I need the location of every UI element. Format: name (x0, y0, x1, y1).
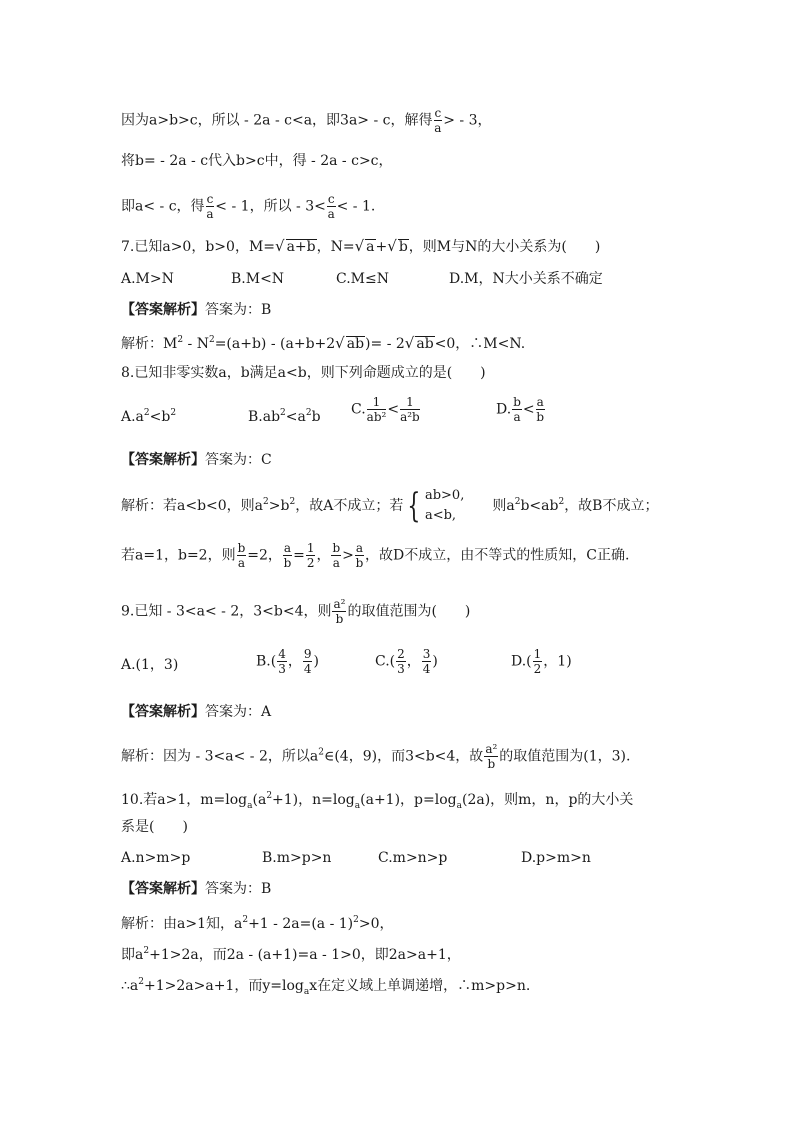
text: < (522, 401, 535, 418)
answer-label: 【答案解析】 (121, 452, 205, 468)
text: <b (149, 409, 171, 425)
question-9-stem (121, 597, 470, 626)
text: 解析：M (121, 336, 178, 352)
q7-solution (121, 331, 525, 353)
solution-line-1 (121, 106, 492, 135)
question-8-stem (121, 364, 486, 382)
fraction (434, 106, 443, 135)
numerator: a² (485, 742, 498, 756)
superscript: 2 (242, 915, 249, 925)
text: 9.已知 - 3<a< - 2，3<b<4，则 (121, 603, 332, 620)
fraction (367, 395, 387, 424)
subscript: a (247, 800, 253, 811)
text: < - 1. (336, 198, 376, 215)
superscript: 2 (263, 497, 269, 507)
denominator: a (434, 121, 442, 135)
numerator: c (434, 106, 442, 120)
numerator: c (327, 192, 335, 206)
denominator: a (513, 410, 521, 424)
question-7-stem (121, 237, 600, 256)
q7-option-d: D.M，N大小关系不确定 (449, 271, 603, 287)
q10-option-b: B.m>p>n (262, 850, 332, 866)
superscript: 2 (208, 335, 215, 345)
q10-answer (121, 880, 271, 898)
text: =(a+b) - (a+b+2 (214, 336, 336, 352)
superscript: 2 (177, 335, 184, 345)
text: ， (316, 547, 331, 564)
solution-line-2 (121, 152, 393, 170)
inequality-system (425, 486, 464, 526)
superscript: 2 (138, 977, 144, 987)
denominator: a (332, 556, 340, 570)
q8-solution-line-1 (121, 486, 658, 526)
text: 解析：若a<b<0，则a (121, 498, 264, 514)
numerator: 1 (306, 541, 315, 555)
fraction (533, 647, 543, 676)
text: b (311, 409, 321, 425)
numerator: 3 (422, 647, 431, 661)
q8-answer (121, 451, 272, 469)
sqrt-sign: √ (354, 237, 365, 255)
q10-option-a: A.n>m>p (121, 850, 191, 866)
answer-text: 答案为：A (205, 704, 272, 720)
q10-solution-line-1 (121, 911, 394, 933)
q10-option-c: C.m>n>p (378, 850, 448, 866)
fraction (206, 192, 215, 221)
text: 的取值范围为(1，3). (499, 748, 631, 765)
q7-option-b: B.M<N (231, 271, 285, 287)
numerator: 1 (533, 647, 542, 661)
q10-solution-line-3 (121, 973, 530, 1001)
fraction (355, 541, 364, 570)
superscript: 2 (170, 408, 177, 418)
text: =2， (247, 547, 282, 564)
text: ，则M与N的大小关系为( ) (408, 239, 601, 255)
sqrt-sign: √ (335, 334, 345, 352)
q7-option-c: C.M≤N (336, 271, 389, 287)
text: ， (406, 653, 421, 670)
numerator: c (206, 192, 214, 206)
text: B.( (256, 653, 277, 670)
subscript: a (303, 986, 310, 997)
superscript: 2 (514, 497, 521, 507)
q8-option-b (248, 404, 321, 426)
text: 则a (492, 498, 515, 514)
q10-solution-line-2 (121, 942, 461, 964)
denominator: a (327, 207, 335, 221)
fraction (396, 647, 406, 676)
text: 即a (121, 947, 144, 963)
text: + (375, 239, 388, 255)
text: 解析：因为 - 3<a< - 2，所以a (121, 748, 319, 765)
fraction (422, 647, 432, 676)
answer-text: 答案为：B (205, 302, 272, 318)
sqrt-sign: √ (387, 237, 397, 255)
answer-text: 答案为：B (205, 881, 272, 897)
text: > (342, 547, 354, 564)
q9-option-a: A.(1，3) (121, 657, 179, 673)
text: ) (313, 653, 319, 670)
radicand: ab (416, 336, 434, 352)
text: ∴a (121, 978, 139, 994)
system-line-1: ab>0, (424, 488, 465, 503)
numerator: 9 (303, 647, 312, 661)
fraction (484, 742, 498, 771)
text: = (293, 547, 305, 564)
fraction (536, 395, 545, 424)
fraction (306, 541, 316, 570)
denominator: 4 (303, 662, 312, 676)
numerator: 2 (397, 647, 405, 661)
question-10-stem-line-2 (121, 818, 188, 836)
fraction (237, 541, 247, 570)
answer-label: 【答案解析】 (121, 881, 205, 897)
text: A.a (121, 409, 144, 425)
fraction (332, 597, 346, 626)
numerator: a (355, 541, 364, 555)
fraction (283, 541, 292, 570)
numerator: b (513, 395, 521, 409)
q10-option-d: D.p>m>n (521, 850, 591, 866)
text: (a (252, 792, 267, 808)
denominator: b (283, 556, 292, 570)
radicand: ab (346, 336, 365, 352)
fraction (331, 541, 341, 570)
denominator: 3 (278, 662, 286, 676)
text: (a+1)，p=log (360, 792, 457, 808)
text: ， (287, 653, 302, 670)
system-line-2: a<b, (424, 508, 457, 523)
answer-text: 答案为：C (205, 452, 272, 468)
text: (2a)，则m，n，p的大小关 (461, 792, 634, 808)
text: D. (496, 401, 512, 418)
solution-line-3 (121, 192, 375, 221)
superscript: 2 (266, 791, 273, 801)
text: )= - 2 (365, 336, 405, 352)
text: B.ab (248, 409, 281, 425)
superscript: 2 (558, 497, 565, 507)
superscript: 2 (353, 915, 359, 925)
text: 将b= - 2a - c代入b>c中，得 - 2a - c>c， (121, 153, 393, 169)
text: ∈(4，9)，而3<b<4，故 (323, 748, 484, 765)
superscript: 2 (289, 497, 296, 507)
text: <0，∴M<N. (434, 336, 526, 352)
text: +1 - 2a=(a - 1) (248, 916, 354, 932)
denominator: ab² (366, 410, 387, 424)
superscript: 2 (280, 408, 286, 418)
subscript: a (354, 800, 361, 811)
text: C. (351, 401, 366, 418)
text: ) (432, 653, 438, 670)
numerator: a (536, 395, 544, 409)
text: 解析：由a>1知，a (121, 916, 243, 932)
text: ，故A不成立；若 (295, 498, 404, 514)
text: 8.已知非零实数a，b满足a<b，则下列命题成立的是( ) (121, 365, 486, 381)
q8-option-d (496, 395, 546, 424)
numerator: b (332, 541, 341, 555)
text: < (387, 401, 400, 418)
numerator: a² (333, 597, 346, 611)
text: +1)，n=log (272, 792, 355, 808)
q9-option-d (511, 647, 572, 676)
answer-label: 【答案解析】 (121, 704, 205, 720)
text: +1>2a>a+1，而y=log (144, 978, 304, 994)
denominator: 4 (422, 662, 431, 676)
denominator: a (206, 207, 214, 221)
text: 7.已知a>0，b>0，M= (121, 239, 276, 255)
q8-solution-line-2 (121, 541, 629, 570)
text: ，故B不成立； (564, 498, 659, 514)
superscript: 2 (143, 946, 150, 956)
numerator: a (283, 541, 292, 555)
denominator: b (355, 556, 364, 570)
superscript: 2 (318, 747, 324, 758)
q9-option-c (375, 647, 438, 676)
text: ，N= (316, 239, 355, 255)
denominator: 2 (533, 662, 542, 676)
denominator: a (237, 556, 246, 570)
fraction (400, 395, 420, 424)
numerator: 1 (367, 395, 387, 410)
q8-option-c (351, 395, 421, 424)
denominator: b (536, 410, 545, 424)
left-brace: { (407, 486, 421, 526)
numerator: b (237, 541, 246, 555)
question-10-stem-line-1 (121, 787, 633, 815)
radicand: a+b (286, 239, 316, 255)
q9-answer (121, 703, 271, 721)
denominator: b (487, 757, 496, 771)
denominator: 2 (306, 556, 315, 570)
text: 的取值范围为( ) (347, 603, 471, 620)
fraction (277, 647, 287, 676)
text: D.( (511, 653, 532, 670)
text: <a (285, 409, 306, 425)
radicand: b (398, 239, 408, 255)
text: >0， (358, 916, 394, 932)
q7-answer (121, 301, 271, 319)
fraction (327, 192, 336, 221)
q8-option-a (121, 404, 176, 426)
q9-option-b (256, 647, 319, 676)
superscript: 2 (143, 408, 150, 418)
denominator: 3 (397, 662, 405, 676)
text: 即a< - c，得 (121, 198, 205, 215)
denominator: b (335, 612, 344, 626)
text: C.( (375, 653, 396, 670)
fraction (303, 647, 313, 676)
text: ，1) (543, 653, 572, 670)
text: +1>2a，而2a - (a+1)=a - 1>0，即2a>a+1， (149, 947, 461, 963)
radicand: a (366, 239, 375, 255)
sqrt-sign: √ (275, 237, 285, 255)
text: >b (268, 498, 290, 514)
text: 因为a>b>c，所以 - 2a - c<a，即3a> - c，解得 (121, 112, 433, 129)
text: 10.若a>1，m=log (121, 792, 248, 808)
q7-option-a: A.M>N (121, 271, 174, 287)
denominator: a²b (400, 410, 420, 424)
fraction (512, 395, 522, 424)
numerator: 4 (278, 647, 286, 661)
text: x在定义域上单调递增，∴m>p>n. (309, 978, 531, 994)
numerator: 1 (400, 395, 420, 410)
subscript: a (456, 800, 462, 811)
text: - N (183, 336, 209, 352)
text: ，故D不成立，由不等式的性质知，C正确. (365, 547, 630, 564)
text: < - 1，所以 - 3< (215, 198, 326, 215)
answer-label: 【答案解析】 (121, 302, 205, 318)
text: b<ab (520, 498, 559, 514)
q9-solution (121, 742, 630, 771)
text: > - 3， (443, 112, 492, 129)
text: 系是( ) (121, 819, 188, 835)
superscript: 2 (305, 408, 312, 418)
text: 若a=1，b=2，则 (121, 547, 236, 564)
sqrt-sign: √ (404, 334, 415, 352)
